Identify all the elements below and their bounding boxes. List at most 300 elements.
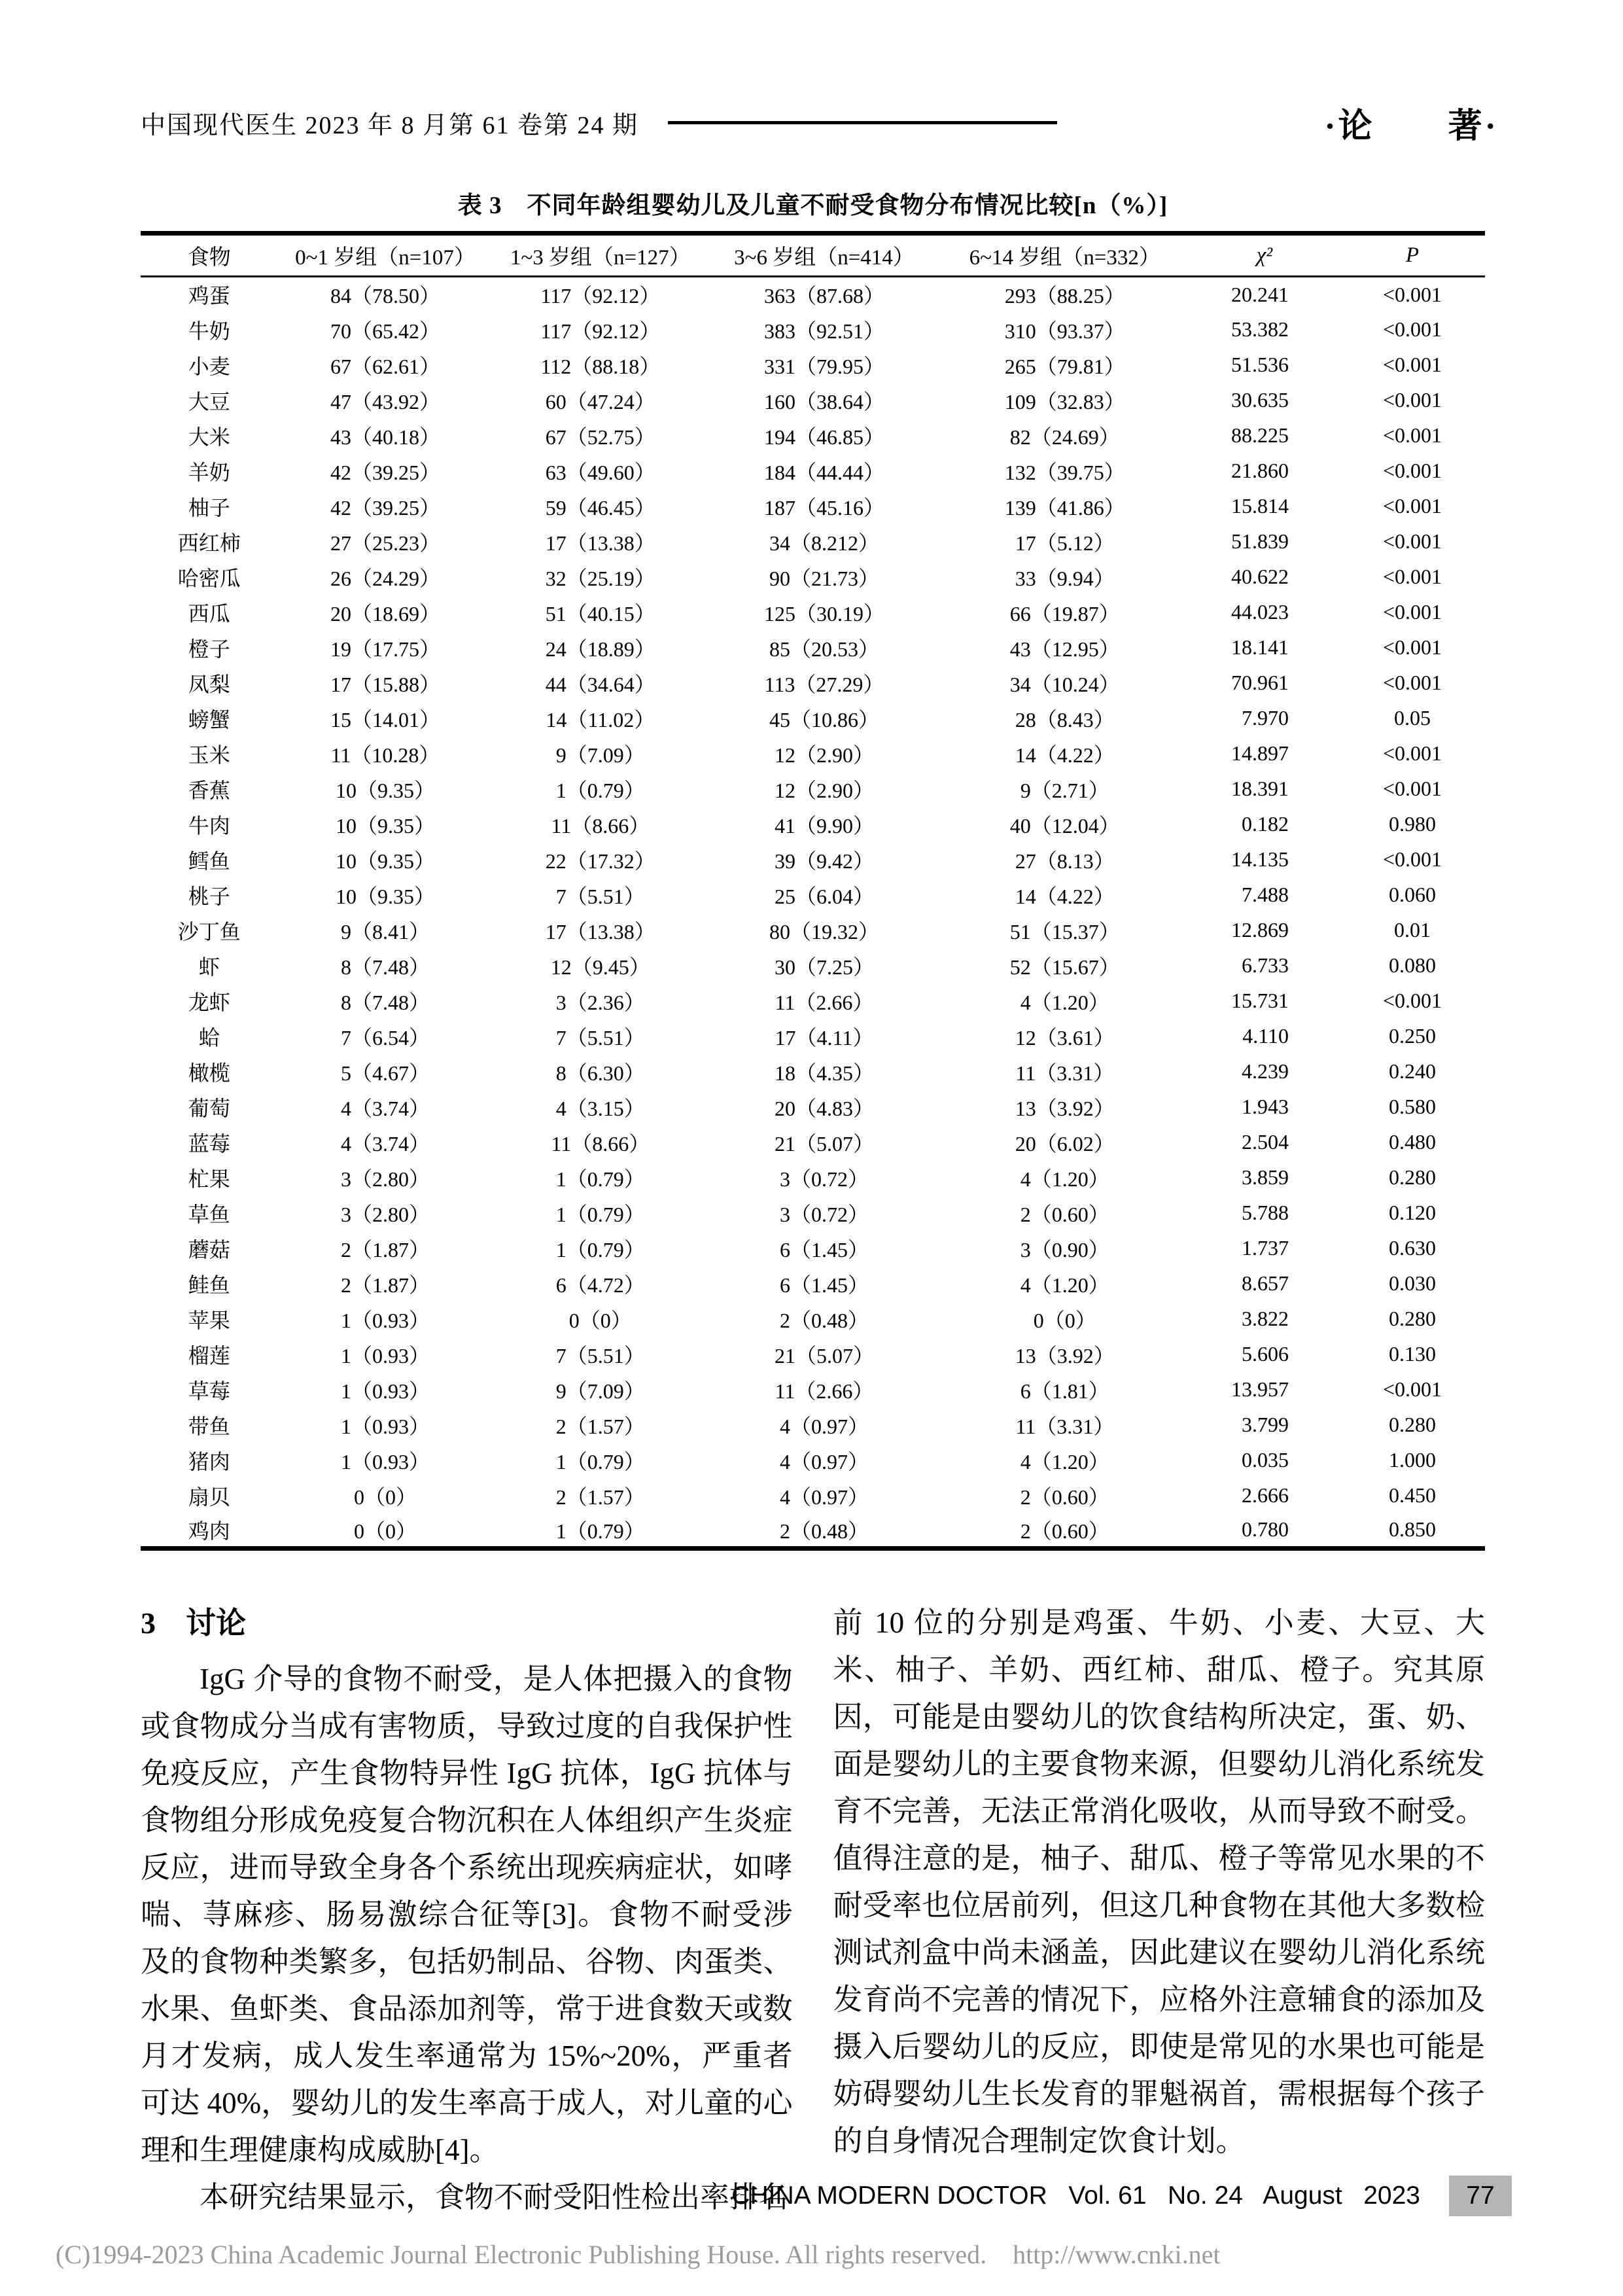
group-6-14-cell: 4（1.20）: [1020, 1167, 1109, 1191]
table-row: [141, 1513, 1485, 1549]
group-0-1-cell: 7（6.54）: [341, 1025, 430, 1050]
group-3-6-cell: 11（2.66）: [775, 1379, 874, 1403]
p-value-cell: <0.001: [1382, 494, 1442, 518]
group-6-14-cell: 293（88.25）: [1004, 284, 1125, 308]
chi-square-cell: 0.780: [1242, 1517, 1289, 1542]
group-6-14-cell: 13（3.92）: [1015, 1096, 1115, 1120]
food-cell: 草莓: [188, 1379, 230, 1403]
group-1-3-cell: 60（47.24）: [545, 389, 655, 414]
group-6-14-cell: 40（12.04）: [1009, 813, 1120, 838]
group-6-14-cell: 6（1.81）: [1020, 1379, 1109, 1403]
group-6-14-cell: 109（32.83）: [1004, 389, 1125, 414]
group-0-1-cell: 84（78.50）: [330, 284, 441, 308]
group-3-6-cell: 184（44.44）: [763, 460, 884, 484]
group-3-6-cell: 34（8.212）: [769, 531, 879, 555]
group-1-3-cell: 1（0.79）: [555, 1167, 645, 1191]
table-row: [141, 1089, 1485, 1125]
group-3-6-cell: 6（1.45）: [779, 1273, 869, 1297]
chi-square-cell: 12.869: [1231, 918, 1289, 942]
group-1-3-cell: 17（13.38）: [545, 919, 655, 944]
group-1-3-cell: 112（88.18）: [540, 354, 661, 378]
group-3-6-cell: 6（1.45）: [779, 1237, 869, 1262]
group-0-1-cell: 1（0.93）: [341, 1343, 430, 1368]
table-row: [141, 913, 1485, 948]
p-value-cell: 0.240: [1389, 1059, 1437, 1083]
group-6-14-cell: 4（1.20）: [1020, 1273, 1109, 1297]
chi-square-cell: 15.814: [1231, 494, 1289, 518]
group-6-14-cell: 0（0）: [1033, 1308, 1096, 1332]
group-6-14-cell: 11（3.31）: [1015, 1414, 1115, 1438]
page-header: [0, 0, 1623, 147]
table-row: [141, 1266, 1485, 1301]
chi-square-cell: 4.239: [1242, 1059, 1289, 1083]
journal-info-en: CHINA MODERN DOCTOR Vol. 61 No. 24 August 2023: [731, 2181, 1420, 2210]
group-6-14-cell: 82（24.69）: [1009, 425, 1120, 449]
group-0-1-cell: 1（0.93）: [341, 1449, 430, 1474]
group-3-6-cell: 12（2.90）: [774, 778, 874, 802]
chi-square-cell: 3.799: [1242, 1413, 1289, 1436]
discussion-paragraph-2-start: 本研究结果显示，食物不耐受阳性检出率排名: [200, 2181, 789, 2214]
group-6-14-cell: 13（3.92）: [1015, 1343, 1115, 1368]
col-header-chi-square: χ²: [1256, 243, 1273, 267]
food-cell: 猪肉: [188, 1449, 230, 1474]
group-1-3-cell: 1（0.79）: [555, 1519, 645, 1543]
group-3-6-cell: 187（45.16）: [763, 495, 884, 520]
group-0-1-cell: 4（3.74）: [341, 1131, 430, 1156]
group-0-1-cell: 10（9.35）: [336, 884, 436, 908]
table-row: [141, 948, 1485, 983]
group-3-6-cell: 30（7.25）: [774, 955, 874, 979]
group-3-6-cell: 383（92.51）: [763, 319, 884, 343]
group-0-1-cell: 9（8.41）: [341, 919, 430, 944]
p-value-cell: 0.120: [1389, 1201, 1437, 1224]
footer-journal-line: [731, 2176, 1512, 2216]
table-section: [141, 185, 1485, 1551]
group-1-3-cell: 8（6.30）: [555, 1061, 645, 1085]
group-6-14-cell: 34（10.24）: [1009, 672, 1120, 696]
group-1-3-cell: 3（2.36）: [555, 990, 645, 1014]
food-cell: 桃子: [188, 884, 230, 908]
chi-square-cell: 0.035: [1242, 1448, 1289, 1472]
p-value-cell: <0.001: [1382, 741, 1442, 765]
group-0-1-cell: 2（1.87）: [341, 1237, 430, 1262]
table-row: [141, 807, 1485, 842]
discussion-section: [141, 1599, 1485, 2221]
group-6-14-cell: 310（93.37）: [1004, 319, 1125, 343]
food-cell: 鲑鱼: [188, 1273, 230, 1297]
group-1-3-cell: 1（0.79）: [555, 778, 645, 802]
table-row: [141, 1301, 1485, 1337]
group-0-1-cell: 2（1.87）: [341, 1273, 430, 1297]
header-rule: [668, 121, 1057, 124]
group-6-14-cell: 132（39.75）: [1004, 460, 1125, 484]
table-row: [141, 312, 1485, 347]
group-0-1-cell: 8（7.48）: [341, 990, 430, 1014]
group-1-3-cell: 63（49.60）: [545, 460, 655, 484]
table-row: [141, 347, 1485, 383]
chi-square-cell: 53.382: [1231, 317, 1289, 341]
table-row: [141, 418, 1485, 453]
group-0-1-cell: 8（7.48）: [341, 955, 430, 979]
p-value-cell: 0.280: [1389, 1307, 1437, 1330]
group-0-1-cell: 43（40.18）: [330, 425, 441, 449]
food-cell: 牛肉: [188, 813, 230, 838]
food-cell: 蛤: [198, 1025, 220, 1050]
chi-square-cell: 8.657: [1242, 1271, 1289, 1295]
p-value-cell: 0.05: [1394, 706, 1431, 730]
chi-square-cell: 20.241: [1231, 282, 1289, 306]
p-value-cell: 0.130: [1389, 1342, 1437, 1366]
col-header-group-0-1: 0~1 岁组（n=107）: [295, 246, 476, 270]
group-6-14-cell: 17（5.12）: [1015, 531, 1115, 555]
table-row: [141, 559, 1485, 595]
p-value-cell: 0.01: [1394, 918, 1431, 942]
food-cell: 鸡肉: [188, 1519, 230, 1543]
section-label: ·论 著·: [1324, 108, 1499, 145]
table-row: [141, 771, 1485, 807]
table-header: [141, 234, 1485, 277]
food-cell: 苹果: [188, 1308, 230, 1332]
chi-square-cell: 13.957: [1231, 1377, 1289, 1401]
chi-square-cell: 7.488: [1242, 883, 1289, 906]
table-header-row: [141, 234, 1485, 277]
group-6-14-cell: 9（2.71）: [1020, 778, 1109, 802]
group-6-14-cell: 2（0.60）: [1020, 1202, 1109, 1226]
p-value-cell: 1.000: [1389, 1448, 1437, 1472]
group-3-6-cell: 21（5.07）: [774, 1131, 874, 1156]
table-row: [141, 524, 1485, 559]
p-value-cell: <0.001: [1382, 671, 1442, 694]
p-value-cell: <0.001: [1382, 282, 1442, 306]
p-value-cell: 0.030: [1389, 1271, 1437, 1295]
group-1-3-cell: 4（3.15）: [555, 1096, 645, 1120]
table-row: [141, 453, 1485, 489]
chi-square-cell: 1.943: [1242, 1095, 1289, 1118]
group-1-3-cell: 11（8.66）: [551, 813, 650, 838]
table-row: [141, 1125, 1485, 1160]
table-row: [141, 701, 1485, 736]
group-1-3-cell: 14（11.02）: [546, 707, 655, 732]
group-0-1-cell: 10（9.35）: [336, 778, 436, 802]
food-cell: 草鱼: [188, 1202, 230, 1226]
p-value-cell: 0.080: [1389, 953, 1437, 977]
group-3-6-cell: 4（0.97）: [779, 1414, 869, 1438]
group-1-3-cell: 2（1.57）: [555, 1414, 645, 1438]
table-row: [141, 877, 1485, 913]
group-3-6-cell: 25（6.04）: [774, 884, 874, 908]
chi-square-cell: 7.970: [1242, 706, 1289, 730]
p-value-cell: 0.280: [1389, 1165, 1437, 1189]
copyright-line: (C)1994-2023 China Academic Journal Electronic Publishing House. All rights reserved. http://www.cnki.net: [56, 2240, 1221, 2269]
group-0-1-cell: 4（3.74）: [341, 1096, 430, 1120]
food-cell: 羊奶: [188, 460, 230, 484]
group-6-14-cell: 2（0.60）: [1020, 1519, 1109, 1543]
group-0-1-cell: 42（39.25）: [330, 495, 441, 520]
group-1-3-cell: 24（18.89）: [545, 637, 655, 661]
group-1-3-cell: 9（7.09）: [555, 1379, 645, 1403]
group-1-3-cell: 7（5.51）: [555, 1343, 645, 1368]
table-row: [141, 1478, 1485, 1513]
table-row: [141, 595, 1485, 630]
group-1-3-cell: 1（0.79）: [555, 1237, 645, 1262]
p-value-cell: 0.250: [1389, 1024, 1437, 1048]
food-cell: 牛奶: [188, 319, 230, 343]
p-value-cell: <0.001: [1382, 423, 1442, 447]
col-header-p-value: P: [1405, 243, 1420, 267]
food-cell: 带鱼: [188, 1414, 230, 1438]
food-cell: 鸡蛋: [188, 284, 230, 308]
group-0-1-cell: 10（9.35）: [336, 849, 436, 873]
chi-square-cell: 18.391: [1231, 777, 1289, 800]
group-1-3-cell: 32（25.19）: [545, 566, 655, 590]
group-0-1-cell: 3（2.80）: [341, 1202, 430, 1226]
group-1-3-cell: 117（92.12）: [540, 284, 661, 308]
group-1-3-cell: 11（8.66）: [551, 1131, 650, 1156]
group-6-14-cell: 139（41.86）: [1004, 495, 1125, 520]
group-1-3-cell: 12（9.45）: [550, 955, 650, 979]
group-0-1-cell: 3（2.80）: [341, 1167, 430, 1191]
table-body: [141, 277, 1485, 1549]
food-cell: 大豆: [188, 389, 230, 414]
p-value-cell: 0.060: [1389, 883, 1437, 906]
table-row: [141, 842, 1485, 877]
discussion-heading: 3 讨论: [141, 1606, 246, 1640]
chi-square-cell: 51.839: [1231, 529, 1289, 553]
group-0-1-cell: 42（39.25）: [330, 460, 441, 484]
chi-square-cell: 4.110: [1242, 1024, 1289, 1048]
p-value-cell: 0.850: [1389, 1517, 1437, 1542]
col-header-group-6-14: 6~14 岁组（n=332）: [969, 246, 1161, 270]
food-cell: 玉米: [188, 743, 230, 767]
food-cell: 虾: [198, 955, 220, 979]
group-0-1-cell: 70（65.42）: [330, 319, 441, 343]
group-0-1-cell: 5（4.67）: [341, 1061, 430, 1085]
group-6-14-cell: 43（12.95）: [1009, 637, 1120, 661]
group-1-3-cell: 59（46.45）: [545, 495, 655, 520]
group-6-14-cell: 33（9.94）: [1015, 566, 1115, 590]
p-value-cell: <0.001: [1382, 847, 1442, 871]
p-value-cell: 0.980: [1389, 812, 1437, 836]
group-0-1-cell: 47（43.92）: [330, 389, 441, 414]
food-cell: 西瓜: [188, 601, 230, 626]
group-3-6-cell: 4（0.97）: [779, 1485, 869, 1509]
food-cell: 葡萄: [188, 1096, 230, 1120]
group-6-14-cell: 51（15.37）: [1009, 919, 1120, 944]
group-0-1-cell: 20（18.69）: [330, 601, 441, 626]
p-value-cell: 0.280: [1389, 1413, 1437, 1436]
food-cell: 鳕鱼: [188, 849, 230, 873]
group-0-1-cell: 67（62.61）: [330, 354, 441, 378]
group-6-14-cell: 4（1.20）: [1020, 1449, 1109, 1474]
group-1-3-cell: 1（0.79）: [555, 1202, 645, 1226]
table-title: 表 3 不同年龄组婴幼儿及儿童不耐受食物分布情况比较[n（%）]: [457, 192, 1168, 219]
food-intolerance-table: [141, 231, 1485, 1551]
group-3-6-cell: 125（30.19）: [763, 601, 884, 626]
chi-square-cell: 44.023: [1231, 600, 1289, 624]
group-3-6-cell: 80（19.32）: [769, 919, 879, 944]
group-0-1-cell: 10（9.35）: [336, 813, 436, 838]
p-value-cell: <0.001: [1382, 600, 1442, 624]
table-row: [141, 1337, 1485, 1372]
chi-square-cell: 40.622: [1231, 565, 1289, 588]
group-3-6-cell: 41（9.90）: [774, 813, 874, 838]
group-3-6-cell: 17（4.11）: [775, 1025, 874, 1050]
chi-square-cell: 2.666: [1242, 1483, 1289, 1507]
chi-square-cell: 1.737: [1242, 1236, 1289, 1260]
table-row: [141, 1195, 1485, 1231]
group-3-6-cell: 3（0.72）: [779, 1167, 869, 1191]
group-0-1-cell: 1（0.93）: [341, 1379, 430, 1403]
group-6-14-cell: 4（1.20）: [1020, 990, 1109, 1014]
group-0-1-cell: 27（25.23）: [330, 531, 441, 555]
group-6-14-cell: 265（79.81）: [1004, 354, 1125, 378]
chi-square-cell: 30.635: [1231, 388, 1289, 412]
food-cell: 扇贝: [188, 1485, 230, 1509]
page-number-badge: 77: [1449, 2176, 1512, 2216]
discussion-paragraph-1: IgG 介导的食物不耐受，是人体把摄入的食物或食物成分当成有害物质，导致过度的自我保护性免疫反应，产生食物特异性 IgG 抗体，IgG 抗体与食物组分形成免疫复合物沉积在人体组织产生炎症反应，进而导致全身各个系统出现疾病症状，如哮喘、荨麻疹、肠易激综合征等[3]。食物不耐受涉及的食物种类繁多，包括奶制品、谷物、肉蛋类、水果、鱼虾类、食品添加剂等，常于进食数天或数月才发病，成人发生率通常为 15%~20%，严重者可达 40%，婴幼儿的发生率高于成人，对儿童的心理和生理健康构成威胁[4]。: [141, 1663, 793, 2166]
group-3-6-cell: 39（9.42）: [774, 849, 874, 873]
chi-square-cell: 51.536: [1231, 353, 1289, 376]
p-value-cell: <0.001: [1382, 635, 1442, 659]
food-cell: 凤梨: [188, 672, 230, 696]
group-1-3-cell: 9（7.09）: [555, 743, 645, 767]
food-cell: 大米: [188, 425, 230, 449]
food-cell: 哈密瓜: [177, 566, 241, 590]
group-0-1-cell: 0（0）: [354, 1519, 417, 1543]
group-3-6-cell: 2（0.48）: [779, 1519, 869, 1543]
group-1-3-cell: 6（4.72）: [555, 1273, 645, 1297]
group-6-14-cell: 3（0.90）: [1020, 1237, 1109, 1262]
chi-square-cell: 14.897: [1231, 741, 1289, 765]
group-3-6-cell: 20（4.83）: [774, 1096, 874, 1120]
food-cell: 橙子: [188, 637, 230, 661]
group-3-6-cell: 3（0.72）: [779, 1202, 869, 1226]
group-0-1-cell: 1（0.93）: [341, 1308, 430, 1332]
group-3-6-cell: 331（79.95）: [763, 354, 884, 378]
group-3-6-cell: 11（2.66）: [775, 990, 874, 1014]
group-0-1-cell: 11（10.28）: [330, 743, 440, 767]
table-row: [141, 665, 1485, 701]
group-6-14-cell: 66（19.87）: [1009, 601, 1120, 626]
group-6-14-cell: 20（6.02）: [1015, 1131, 1115, 1156]
p-value-cell: <0.001: [1382, 353, 1442, 376]
table-row: [141, 1372, 1485, 1407]
group-3-6-cell: 363（87.68）: [763, 284, 884, 308]
table-row: [141, 1054, 1485, 1089]
group-1-3-cell: 22（17.32）: [545, 849, 655, 873]
col-header-group-1-3: 1~3 岁组（n=127）: [510, 246, 691, 270]
chi-square-cell: 3.859: [1242, 1165, 1289, 1189]
p-value-cell: 0.580: [1389, 1095, 1437, 1118]
group-3-6-cell: 2（0.48）: [779, 1308, 869, 1332]
p-value-cell: <0.001: [1382, 529, 1442, 553]
table-row: [141, 983, 1485, 1019]
table-row: [141, 1019, 1485, 1054]
group-0-1-cell: 0（0）: [354, 1485, 417, 1509]
group-6-14-cell: 52（15.67）: [1009, 955, 1120, 979]
group-1-3-cell: 2（1.57）: [555, 1485, 645, 1509]
food-cell: 西红柿: [177, 531, 241, 555]
food-cell: 螃蟹: [188, 707, 230, 732]
chi-square-cell: 88.225: [1231, 423, 1289, 447]
discussion-paragraph-2-continued: 前 10 位的分别是鸡蛋、牛奶、小麦、大豆、大米、柚子、羊奶、西红柿、甜瓜、橙子。究其原因，可能是由婴幼儿的饮食结构所决定，蛋、奶、面是婴幼儿的主要食物来源，但婴幼儿消化系统发育不完善，无法正常消化吸收，从而导致不耐受。值得注意的是，柚子、甜瓜、橙子等常见水果的不耐受率也位居前列，但这几种食物在其他大多数检测试剂盒中尚未涵盖，因此建议在婴幼儿消化系统发育尚不完善的情况下，应格外注意辅食的添加及摄入后婴幼儿的反应，即使是常见的水果也可能是妨碍婴幼儿生长发育的罪魁祸首，需根据每个孩子的自身情况合理制定饮食计划。: [833, 1606, 1485, 2157]
chi-square-cell: 15.731: [1231, 989, 1289, 1012]
chi-square-cell: 21.860: [1231, 459, 1289, 482]
table-row: [141, 736, 1485, 771]
group-0-1-cell: 19（17.75）: [330, 637, 441, 661]
group-1-3-cell: 67（52.75）: [545, 425, 655, 449]
p-value-cell: <0.001: [1382, 459, 1442, 482]
group-6-14-cell: 27（8.13）: [1015, 849, 1115, 873]
chi-square-cell: 5.788: [1242, 1201, 1289, 1224]
table-row: [141, 1160, 1485, 1195]
group-6-14-cell: 14（4.22）: [1015, 884, 1115, 908]
food-cell: 榴莲: [188, 1343, 230, 1368]
p-value-cell: <0.001: [1382, 565, 1442, 588]
group-1-3-cell: 51（40.15）: [545, 601, 655, 626]
group-3-6-cell: 4（0.97）: [779, 1449, 869, 1474]
food-cell: 蓝莓: [188, 1131, 230, 1156]
group-0-1-cell: 26（24.29）: [330, 566, 441, 590]
group-1-3-cell: 0（0）: [568, 1308, 632, 1332]
group-1-3-cell: 7（5.51）: [555, 884, 645, 908]
p-value-cell: <0.001: [1382, 989, 1442, 1012]
col-header-food: 食物: [187, 246, 231, 270]
group-6-14-cell: 2（0.60）: [1020, 1485, 1109, 1509]
food-cell: 小麦: [188, 354, 230, 378]
chi-square-cell: 70.961: [1231, 671, 1289, 694]
journal-info-cn: 中国现代医生 2023 年 8 月第 61 卷第 24 期: [141, 112, 639, 139]
group-3-6-cell: 160（38.64）: [763, 389, 884, 414]
table-row: [141, 1231, 1485, 1266]
group-1-3-cell: 44（34.64）: [545, 672, 655, 696]
table-row: [141, 1407, 1485, 1443]
group-3-6-cell: 113（27.29）: [764, 672, 884, 696]
p-value-cell: <0.001: [1382, 777, 1442, 800]
table-row: [141, 277, 1485, 312]
p-value-cell: <0.001: [1382, 317, 1442, 341]
group-6-14-cell: 28（8.43）: [1015, 707, 1115, 732]
col-header-group-3-6: 3~6 岁组（n=414）: [734, 246, 915, 270]
p-value-cell: 0.450: [1389, 1483, 1437, 1507]
food-cell: 龙虾: [188, 990, 230, 1014]
group-0-1-cell: 17（15.88）: [330, 672, 441, 696]
p-value-cell: 0.630: [1389, 1236, 1437, 1260]
chi-square-cell: 14.135: [1231, 847, 1289, 871]
chi-square-cell: 18.141: [1231, 635, 1289, 659]
group-3-6-cell: 85（20.53）: [769, 637, 879, 661]
group-1-3-cell: 1（0.79）: [555, 1449, 645, 1474]
food-cell: 香蕉: [188, 778, 230, 802]
group-6-14-cell: 14（4.22）: [1015, 743, 1115, 767]
discussion-left-column: [141, 1599, 793, 2221]
table-row: [141, 1443, 1485, 1478]
group-0-1-cell: 15（14.01）: [330, 707, 441, 732]
p-value-cell: <0.001: [1382, 1377, 1442, 1401]
food-cell: 杧果: [188, 1167, 230, 1191]
p-value-cell: <0.001: [1382, 388, 1442, 412]
chi-square-cell: 0.182: [1242, 812, 1289, 836]
food-cell: 沙丁鱼: [177, 919, 241, 944]
food-cell: 蘑菇: [188, 1237, 230, 1262]
chi-square-cell: 6.733: [1242, 953, 1289, 977]
group-3-6-cell: 45（10.86）: [769, 707, 879, 732]
group-3-6-cell: 21（5.07）: [774, 1343, 874, 1368]
chi-square-cell: 2.504: [1242, 1130, 1289, 1154]
food-cell: 橄榄: [188, 1061, 230, 1085]
group-1-3-cell: 7（5.51）: [555, 1025, 645, 1050]
group-1-3-cell: 17（13.38）: [545, 531, 655, 555]
